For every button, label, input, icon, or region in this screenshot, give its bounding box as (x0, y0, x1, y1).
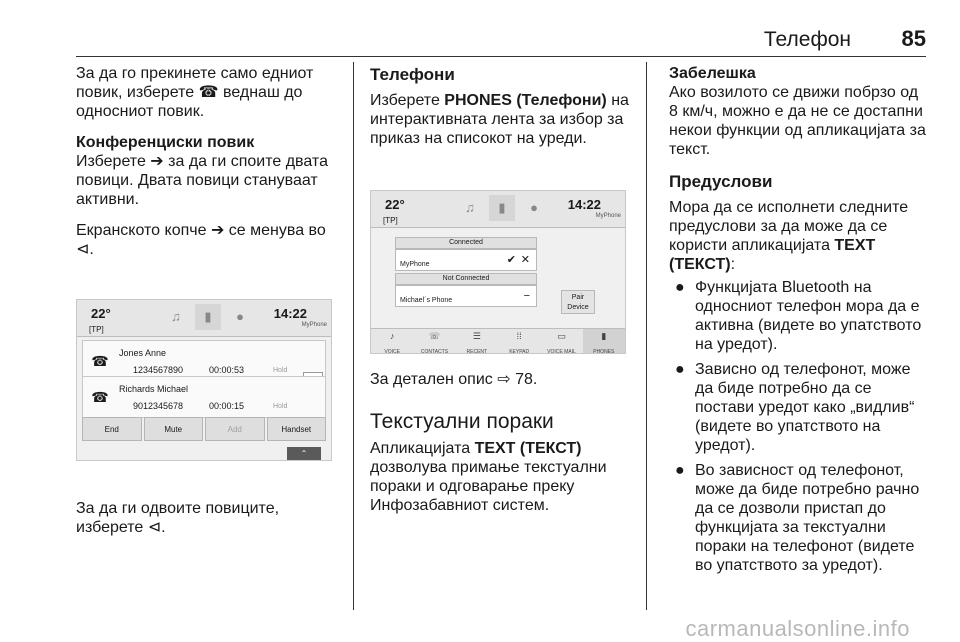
nav-voice-mail[interactable]: ▭ VOICE MAIL (540, 329, 582, 353)
prerequisite-list (669, 278, 931, 575)
phone-tab-icon[interactable]: ▮ (489, 195, 515, 221)
note-title: Забелешка (669, 65, 756, 82)
phones-screen-screenshot (370, 190, 626, 354)
nav-phones[interactable]: ▮ PHONES (583, 329, 625, 353)
column-divider-right (646, 62, 647, 610)
music-tab-icon[interactable]: ♫ (171, 309, 181, 324)
clock: 14:22 (567, 197, 601, 212)
header-rule (76, 56, 926, 57)
call-screen-screenshot (76, 299, 332, 461)
end-call-icon[interactable]: ☎ (91, 389, 109, 405)
paragraph-text-app: Апликацијата TEXT (ТЕКСТ) дозволува примање текстуални пораки и одговарање преку Инфозабавниот систем. (370, 440, 607, 514)
column-1 (76, 64, 344, 537)
caller-name: Jones Anne (119, 348, 167, 358)
paragraph-split-calls: За да ги одвоите повиците, изберете ⊲. (76, 500, 280, 536)
page-number: 85 (901, 26, 926, 51)
page-title: Телефон (763, 28, 851, 51)
connected-header: Connected (395, 237, 537, 249)
heading-text-messages: Текстуални пораки (370, 410, 554, 433)
watermark: carmanualsonline.info (685, 616, 910, 641)
hold-label[interactable]: Hold (273, 403, 288, 410)
list-item: ● Зависно од телефонот, може да биде потребно да се постави уредот како „видлив“ (видете во упатството на уредот). (675, 361, 915, 454)
column-3 (669, 64, 931, 581)
paragraph-detail-ref: За детален опис ⇨ 78. (370, 371, 538, 388)
voice-icon: ♪ (389, 331, 395, 341)
clock: 14:22 (273, 306, 307, 321)
tp-indicator: [TP] (383, 216, 398, 225)
temperature: 22° (385, 197, 405, 212)
recent-icon: ☰ (472, 331, 481, 341)
caller-number: 1234567890 (133, 365, 184, 375)
note-body: Ако возилото се движи побрзо од 8 км/ч, можно е да не се достапни некои функции од апликацијата за текст. (669, 84, 926, 158)
paragraph-button-changes: Екранското копче ➔ се менува во ⊲. (76, 222, 326, 258)
keypad-icon: ⁞⁞ (516, 331, 522, 341)
page-header (76, 20, 926, 60)
app-tab-icon[interactable]: ● (236, 309, 244, 324)
phones-icon: ▮ (601, 331, 607, 341)
heading-prerequisites: Предуслови (669, 172, 773, 191)
nav-recent[interactable]: ☰ RECENT (456, 329, 498, 353)
pair-device-button[interactable]: Pair Device (561, 290, 595, 314)
add-button[interactable]: Add (205, 417, 265, 441)
contacts-icon: ☏ (428, 331, 441, 341)
mute-button[interactable]: Mute (144, 417, 204, 441)
device-name: MyPhone (595, 213, 621, 219)
column-2 (370, 64, 638, 515)
tp-indicator: [TP] (89, 325, 104, 334)
status-bar (371, 191, 625, 228)
list-item: ● Функцијата Bluetooth на односниот телефон мора да е активна (видете во упатството на уредот). (675, 279, 922, 353)
nav-contacts[interactable]: ☏ CONTACTS (413, 329, 455, 353)
column-divider-left (353, 62, 354, 610)
device-label: MyPhone (400, 261, 430, 268)
end-call-icon[interactable]: ☎ (91, 353, 109, 369)
music-tab-icon[interactable]: ♫ (465, 200, 475, 215)
phone-nav-bar (371, 328, 625, 353)
call-duration: 00:00:15 (209, 401, 245, 411)
paragraph-merge-calls: Изберете ➔ за да ги споите двата повици. Двата повици стануваат активни. (76, 153, 328, 208)
handset-button[interactable]: Handset (267, 417, 327, 441)
close-icon[interactable]: ✕ (520, 254, 530, 266)
nav-keypad[interactable]: ⁞⁞ KEYPAD (498, 329, 540, 353)
device-name: MyPhone (301, 322, 327, 328)
phone-tab-icon[interactable]: ▮ (195, 304, 221, 330)
nav-voice[interactable]: ♪ VOICE (371, 329, 413, 353)
list-item: ● Во зависност од телефонот, може да биде потребно рачно да се дозволи пристап до функцијата за текстуални пораки на телефонот (видете во упатството за уредот). (675, 462, 920, 574)
call-row-2[interactable] (82, 376, 326, 418)
device-label: Michael´s Phone (400, 297, 453, 304)
minus-icon[interactable]: − (523, 290, 530, 302)
device-row-connected[interactable] (395, 249, 537, 271)
voicemail-icon: ▭ (557, 331, 566, 341)
paragraph-phones: Изберете PHONES (Телефони) на интерактивната лента за избор за приказ на списокот на уреди. (370, 92, 629, 147)
call-duration: 00:00:53 (209, 365, 245, 375)
heading-conference-call: Конференциски повик (76, 134, 255, 151)
end-button[interactable]: End (82, 417, 142, 441)
caller-number: 9012345678 (133, 401, 184, 411)
hold-label[interactable]: Hold (273, 367, 288, 374)
caller-name: Richards Michael (119, 384, 189, 394)
not-connected-header: Not Connected (395, 273, 537, 285)
paragraph-end-one-call: За да го прекинете само едниот повик, изберете ☎ веднаш до односниот повик. (76, 65, 314, 120)
check-icon[interactable]: ✔ (506, 254, 516, 266)
heading-phones: Телефони (370, 65, 455, 84)
status-bar (77, 300, 331, 337)
temperature: 22° (91, 306, 111, 321)
paragraph-prerequisites: Мора да се исполнети следните предуслови за да може да се користи апликацијата TEXT (ТЕКСТ): (669, 199, 909, 273)
chevron-up-icon[interactable]: ⌃ (287, 447, 321, 460)
device-row-other[interactable] (395, 285, 537, 307)
call-button-row (82, 417, 326, 441)
app-tab-icon[interactable]: ● (530, 200, 538, 215)
